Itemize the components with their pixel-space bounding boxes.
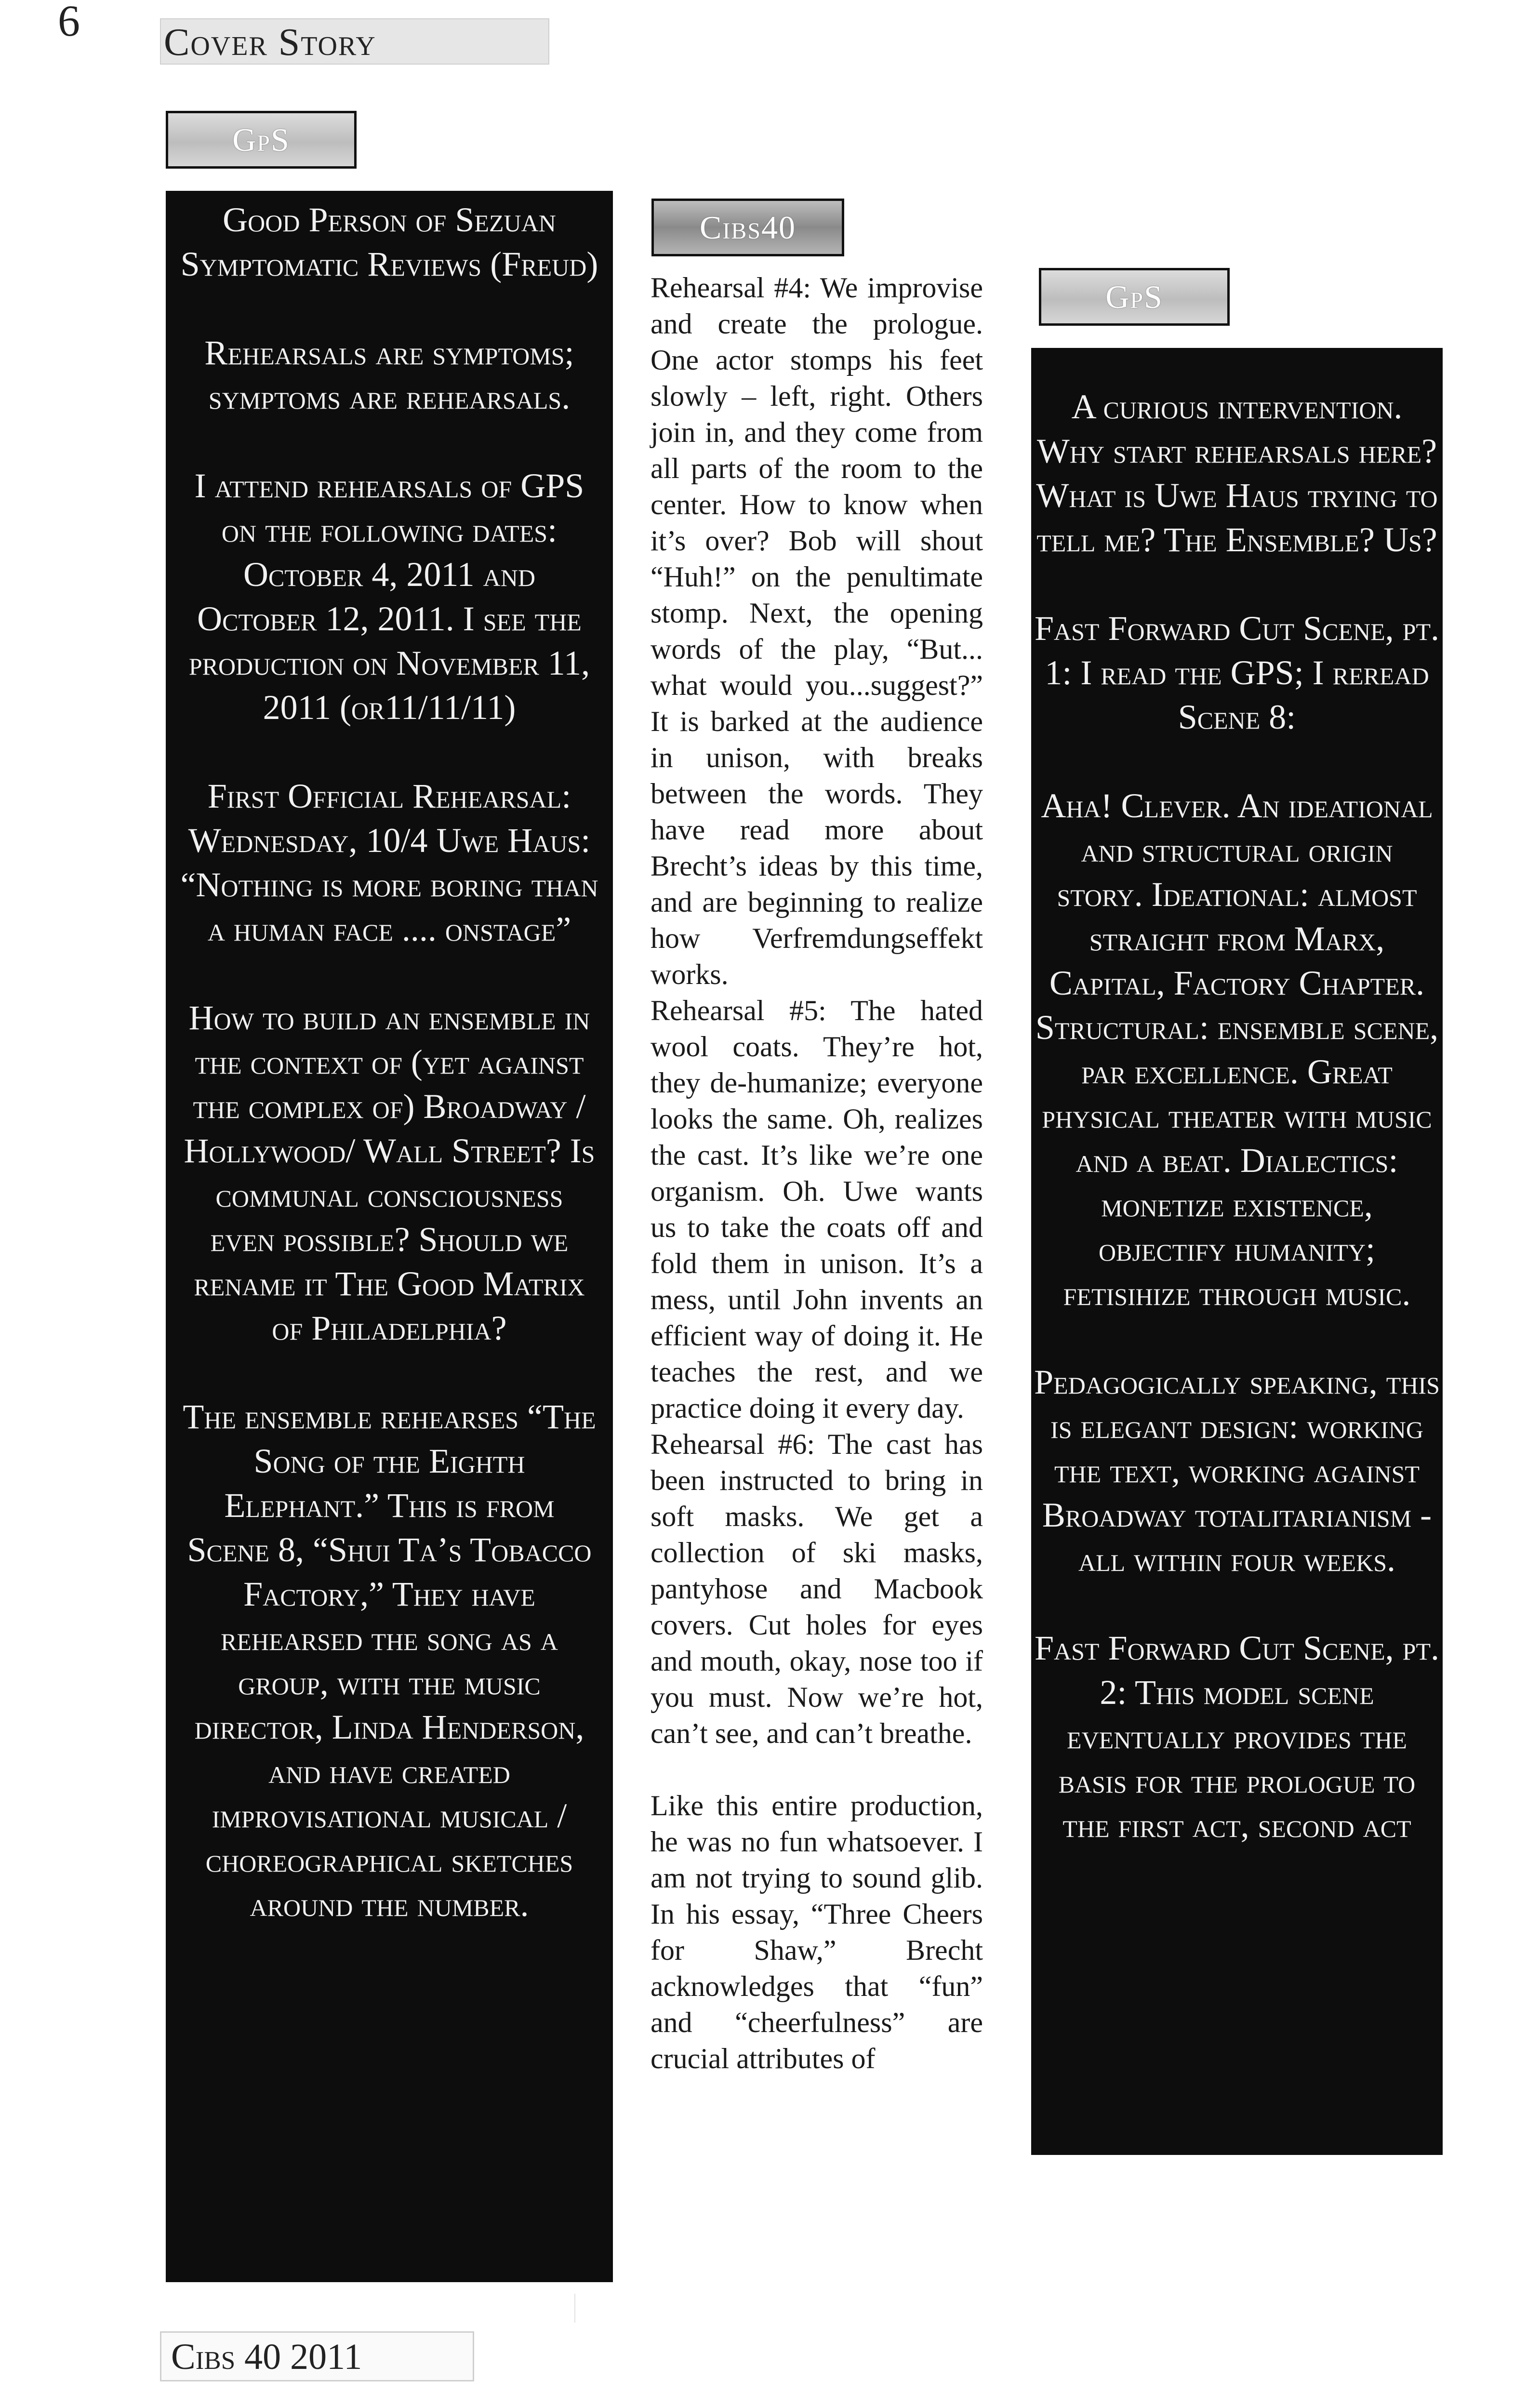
page-number: 6 — [58, 0, 80, 45]
right-column-paragraph: Pedagogically speaking, this is elegant design: working the text, working against Broadway totalitarianism - all within four weeks. — [1034, 1363, 1440, 1579]
middle-column — [651, 270, 983, 2077]
tag-gps-left: GpS — [166, 111, 357, 169]
right-column-paragraph: Fast Forward Cut Scene, pt. 2: This model scene eventually provides the basis for the prologue to the first act, second act — [1034, 1629, 1440, 1845]
paragraph-gap — [1034, 1582, 1440, 1626]
middle-column-paragraph: Rehearsal #4: We improvise and create the prologue. One actor stomps his feet slowly – left, right. Others join in, and they come from all parts of the room to the center. How to know when it’s over? Bob will shout “Huh!” on the penultimate stomp. Next, the opening words of the play, “But... what would you...suggest?” It is barked at the audience in unison, with breaks between the words. They have read more about Brecht’s ideas by this time, and are beginning to realize how Verfremdungseffekt works. — [651, 272, 983, 990]
section-title: Cover Story — [160, 18, 549, 65]
paragraph-gap — [180, 286, 598, 331]
left-column-paragraph: First Official Rehearsal: Wednesday, 10/4 Uwe Haus: “Nothing is more boring than a human face .... onstage” — [180, 777, 598, 948]
paragraph-gap — [180, 1350, 598, 1395]
right-column — [1031, 348, 1443, 2155]
middle-column-paragraph: Like this entire production, he was no fun whatsoever. I am not trying to sound glib. In his essay, “Three Cheers for Shaw,” Brecht acknowledges that “fun” and “cheerfulness” are crucial attributes of — [651, 1790, 983, 2074]
left-column-paragraph: How to build an ensemble in the context of (yet against the complex of) Broadway / Hollywood/ Wall Street? Is communal consciousness even possible? Should we rename it The Good Matrix of Philadelphia? — [184, 998, 595, 1347]
right-column-paragraph: Fast Forward Cut Scene, pt. 1: I read the GPS; I reread Scene 8: — [1034, 609, 1440, 736]
left-column — [166, 191, 613, 2282]
left-column-paragraph: Rehearsals are symptoms; symptoms are rehearsals. — [204, 333, 574, 416]
paragraph-gap — [1034, 1316, 1440, 1360]
tag-gps-right: GpS — [1039, 268, 1230, 326]
left-column-paragraph: The ensemble rehearses “The Song of the Eighth Elephant.” This is from Scene 8, “Shui Ta’s Tobacco Factory,” They have rehearsed the song as a group, with the music director, Linda Henderson, and have created improvisational musical / choreographical sketches around the number. — [183, 1397, 596, 1924]
paragraph-gap — [1034, 739, 1440, 784]
paragraph-gap — [180, 730, 598, 774]
right-column-paragraph: Aha! Clever. An ideational and structural origin story. Ideational: almost straight from Marx, Capital, Factory Chapter. Structural: ensemble scene, par excellence. Great physical theater with music and a beat. Dialectics: monetize existence, objectify humanity; fetisihize through music. — [1035, 786, 1439, 1313]
middle-column-paragraph: Rehearsal #6: The cast has been instructed to bring in soft masks. We get a collection of ski masks, pantyhose and Macbook covers. Cut holes for eyes and mouth, okay, nose too if you must. Now we’re hot, can’t see, and can’t breathe. — [651, 1428, 983, 1749]
paragraph-gap — [180, 419, 598, 464]
column-rule — [574, 2294, 575, 2323]
left-column-paragraph: I attend rehearsals of GPS on the following dates: October 4, 2011 and October 12, 2011. I see the production on November 11, 2011 (or11/11/11) — [188, 466, 590, 727]
left-column-paragraph: Good Person of Sezuan Symptomatic Reviews (Freud) — [180, 200, 598, 283]
paragraph-gap — [651, 1752, 983, 1788]
right-column-paragraph: A curious intervention. Why start rehearsals here? What is Uwe Haus trying to tell me? The Ensemble? Us? — [1036, 387, 1438, 559]
tag-cibs40: Cibs40 — [651, 199, 844, 256]
paragraph-gap — [180, 951, 598, 996]
paragraph-gap — [1034, 562, 1440, 606]
middle-column-paragraph: Rehearsal #5: The hated wool coats. They’re hot, they de-humanize; everyone looks the same. Oh, realizes the cast. It’s like we’re one organism. Oh. Uwe wants us to take the coats off and fold them in unison. It’s a mess, until John invents an efficient way of doing it. He teaches the rest, and we practice doing it every day. — [651, 995, 983, 1424]
footer-label: Cibs 40 2011 — [160, 2331, 474, 2381]
